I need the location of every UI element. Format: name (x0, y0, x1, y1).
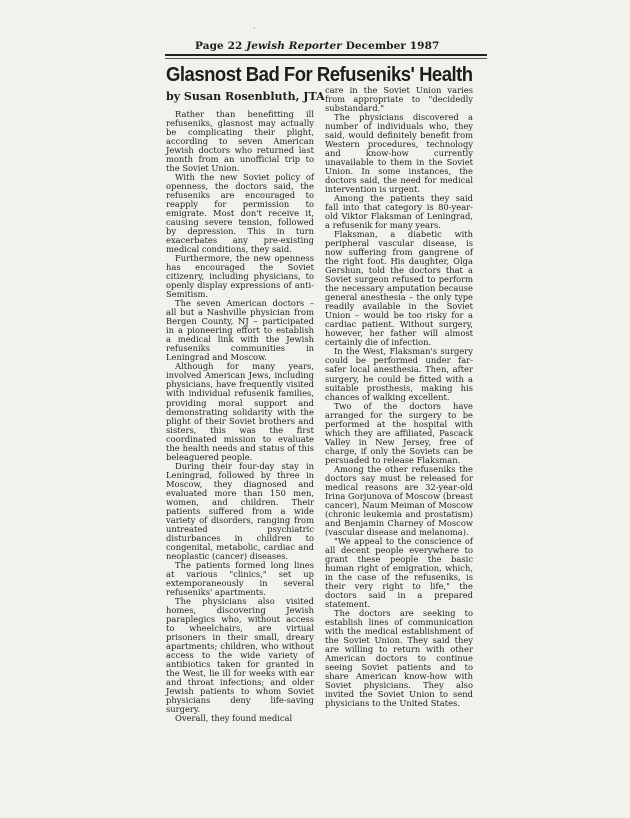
scan-mark: ¸ (252, 20, 257, 30)
paragraph: Although for many years, involved American Jews, including physicians, have frequently visited with individual refusenik families, providing moral support and demonstrating solidarity with the plight of their Soviet brothers and sisters, this was the first coordinated mission to evaluate the health needs and status of this beleaguered people. (166, 361, 314, 462)
paragraph: Among the other refuseniks the doctors say must be released for medical reasons are 32-year-old Irina Gorjunova of Moscow (breast cancer), Naum Meiman of Moscow (chronic leukemia and prostatism) and Benjamin Charney of Moscow (vascular disease and melanoma). (325, 463, 473, 537)
paragraph: Furthermore, the new openness has encouraged the Soviet citizenry, including physicians, to openly display expressions of anti-Semitism. (166, 253, 314, 300)
paragraph: The doctors are seeking to establish lines of communication with the medical establishment of the Soviet Union. They said they are willing to return with other American doctors to continue seeing Soviet patients and to share American know-how with Soviet physicians. They also invited the Soviet Union to send physicians to the United States. (325, 607, 473, 709)
paragraph: The physicians also visited homes, discovering Jewish paraplegics who, without access to wheelchairs, are virtual prisoners in their small, dreary apartments; children, who without access to the wide variety of antibiotics taken for granted in the West, lie ill for weeks with ear and throat infections; and older Jewish patients to whom Soviet physicians deny life-saving surgery. (166, 595, 314, 715)
paragraph: Rather than benefitting ill refuseniks, glasnost may actually be complicating their plight, according to seven American Jewish doctors who returned last month from an unofficial trip to the Soviet Union. (166, 109, 314, 174)
paragraph: care in the Soviet Union varies from appropriate to "decidedly substandard." (325, 85, 473, 114)
paragraph: The physicians discovered a number of individuals who, they said, would definitely benefit from Western procedures, technology and know-how currently unavailable to them in the Soviet Union. In some instances, the doctors said, the need for medical intervention is urgent. (325, 112, 473, 195)
page-header (195, 40, 439, 52)
article-headline: Glasnost Bad For Refuseniks' Health (166, 62, 473, 86)
article-column-left (166, 110, 314, 723)
paragraph: Among the patients they said fall into that category is 80-year-old Viktor Flaksman of Leningrad, a refusenik for many years. (325, 193, 473, 231)
publication-name: Jewish Reporter (246, 40, 342, 52)
header-rule-thick (165, 54, 487, 56)
paragraph: During their four-day stay in Leningrad, followed by three in Moscow, they diagnosed and evaluated more than 150 men, women, and children. Their patients suffered from a wide variety of disorders, ranging from untreated psychiatric disturbances in children to congenital, metabolic, cardiac and neoplastic (cancer) diseases. (166, 460, 314, 561)
paragraph: Two of the doctors have arranged for the surgery to be performed at the hospital with which they are affiliated, Pascack Valley in New Jersey, free of charge, if only the Soviets can be persuaded to release Flaksman. (325, 400, 473, 465)
article-byline: by Susan Rosenbluth, JTA (166, 90, 325, 103)
paragraph: Overall, they found medical (175, 713, 293, 724)
header-rule-thin (165, 58, 487, 59)
paragraph: The seven American doctors – all but a Nashville physician from Bergen County, NJ – participated in a pioneering effort to establish a medical link with the Jewish refuseniks communities in Leningrad and Moscow. (166, 298, 314, 363)
paragraph: With the new Soviet policy of openness, the doctors said, the refuseniks are encouraged to reapply for permission to emigrate. Most don't receive it, causing severe tension, followed by depression. This in turn exacerbates any pre-existing medical conditions, they said. (166, 172, 314, 255)
article-column-right (325, 86, 473, 708)
issue-date: December 1987 (345, 40, 440, 52)
paragraph: In the West, Flaksman's surgery could be performed under far-safer local anesthesia. Then, after surgery, he could be fitted with a suitable prosthesis, making his chances of walking excellent. (325, 346, 473, 402)
paragraph: The patients formed long lines at various "clinics," set up extemporaneously in several refuseniks' apartments. (166, 559, 314, 597)
paragraph: Flaksman, a diabetic with peripheral vascular disease, is now suffering from gangrene of the right foot. His daughter, Olga Gershun, told the doctors that a Soviet surgeon refused to perform the necessary amputation because general anesthesia – the only type readily available in the Soviet Union – would be too risky for a cardiac patient. Without surgery, however, her father will almost certainly die of infection. (325, 229, 473, 348)
page-label: Page 22 (195, 40, 243, 52)
paragraph: "We appeal to the conscience of all decent people everywhere to grant these people the basic human right of emigration, which, in the case of the refuseniks, is their very right to life," the doctors said in a prepared statement. (325, 535, 473, 609)
